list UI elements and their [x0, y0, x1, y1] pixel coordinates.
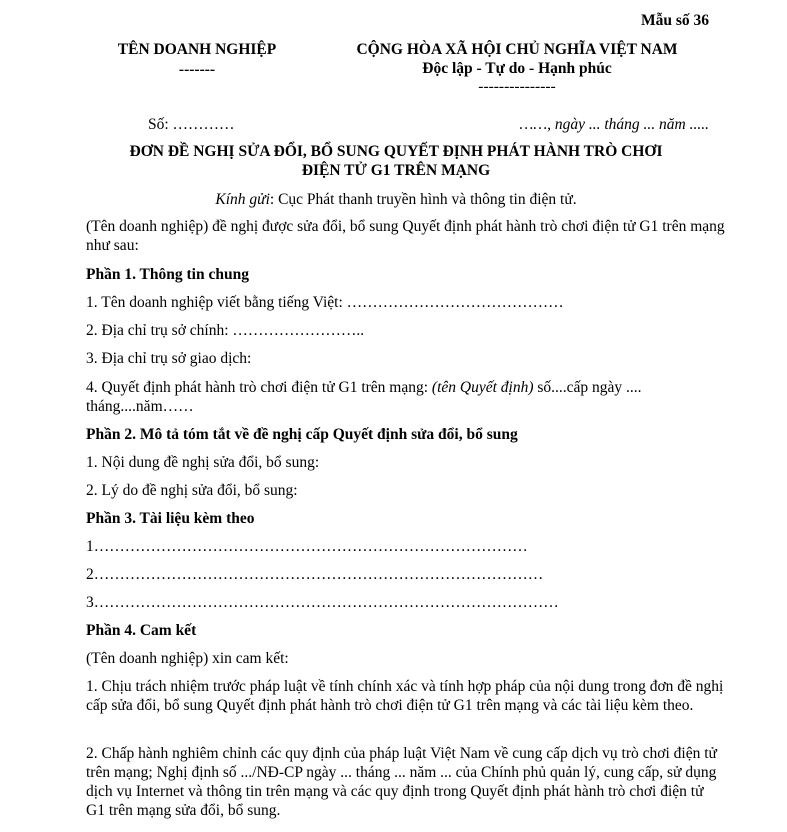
national-rule: ---------------	[478, 78, 556, 95]
part2-item-1: 1. Nội dung đề nghị sửa đổi, bổ sung:	[86, 454, 320, 471]
part1-item-2: 2. Địa chỉ trụ sở chính: ……………………..	[86, 322, 365, 339]
addressee-value: : Cục Phát thanh truyền hình và thông tin điện tử.	[269, 191, 577, 208]
form-number: Mẫu số 36	[640, 12, 709, 29]
part2-heading: Phần 2. Mô tả tóm tắt về đề nghị cấp Quyết định sửa đổi, bổ sung	[86, 426, 518, 443]
commitment-intro: (Tên doanh nghiệp) xin cam kết:	[86, 650, 289, 667]
decision-name-placeholder: (tên Quyết định)	[431, 379, 534, 396]
part1-heading: Phần 1. Thông tin chung	[86, 266, 249, 283]
attachment-line-3: 3………………………………………………………………………………	[86, 594, 559, 611]
document-title-line-1: ĐƠN ĐỀ NGHỊ SỬA ĐỔI, BỔ SUNG QUYẾT ĐỊNH PHÁT HÀNH TRÒ CHƠI	[129, 143, 663, 160]
attachment-line-2: 2……………………………………………………………………………	[86, 566, 544, 583]
national-motto: Độc lập - Tự do - Hạnh phúc	[422, 60, 612, 77]
date-line: ……, ngày ... tháng ... năm .....	[519, 116, 709, 133]
company-rule: -------	[178, 61, 216, 78]
document-title-line-2: ĐIỆN TỬ G1 TRÊN MẠNG	[301, 162, 491, 179]
part4-heading: Phần 4. Cam kết	[86, 622, 197, 639]
addressee	[60, 190, 732, 209]
part1-item-1: 1. Tên doanh nghiệp viết bằng tiếng Việt: ……………………………………	[86, 294, 564, 311]
commitment-item-2: 2. Chấp hành nghiêm chỉnh các quy định của pháp luật Việt Nam về cung cấp dịch vụ trò chơi điện tử trên mạng; Nghị định số .../NĐ-CP ngày ... tháng ... năm ... của Chính phủ quản lý, cung cấp, sử dụng dịch vụ Internet và thông tin trên mạng và các quy định trong Quyết định phát hành trò chơi điện tử G1 trên mạng sửa đổi, bổ sung.	[86, 745, 717, 819]
intro-paragraph: (Tên doanh nghiệp) đề nghị được sửa đổi, bổ sung Quyết định phát hành trò chơi điện tử G1 trên mạng như sau:	[86, 218, 725, 254]
part1-item-4-text: 4. Quyết định phát hành trò chơi điện tử G1 trên mạng:	[86, 379, 432, 396]
national-title: CỘNG HÒA XÃ HỘI CHỦ NGHĨA VIỆT NAM	[356, 41, 678, 58]
part1-item-3: 3. Địa chỉ trụ sở giao dịch:	[86, 350, 252, 367]
commitment-item-1: 1. Chịu trách nhiệm trước pháp luật về tính chính xác và tính hợp pháp của nội dung trong đơn đề nghị cấp sửa đổi, bổ sung Quyết định phát hành trò chơi điện tử G1 trên mạng và các tài liệu kèm theo.	[86, 678, 724, 714]
part2-item-2: 2. Lý do đề nghị sửa đổi, bổ sung:	[86, 482, 298, 499]
addressee-label: Kính gửi	[215, 191, 270, 208]
reference-number: Số: …………	[148, 116, 235, 133]
part1-item-4-rest: số....cấp ngày .... tháng....năm……	[86, 379, 642, 415]
part1-item-4	[86, 378, 726, 416]
company-name-heading: TÊN DOANH NGHIỆP	[117, 41, 277, 58]
part3-heading: Phần 3. Tài liệu kèm theo	[86, 510, 255, 527]
attachment-line-1: 1…………………………………………………………………………	[86, 538, 528, 555]
